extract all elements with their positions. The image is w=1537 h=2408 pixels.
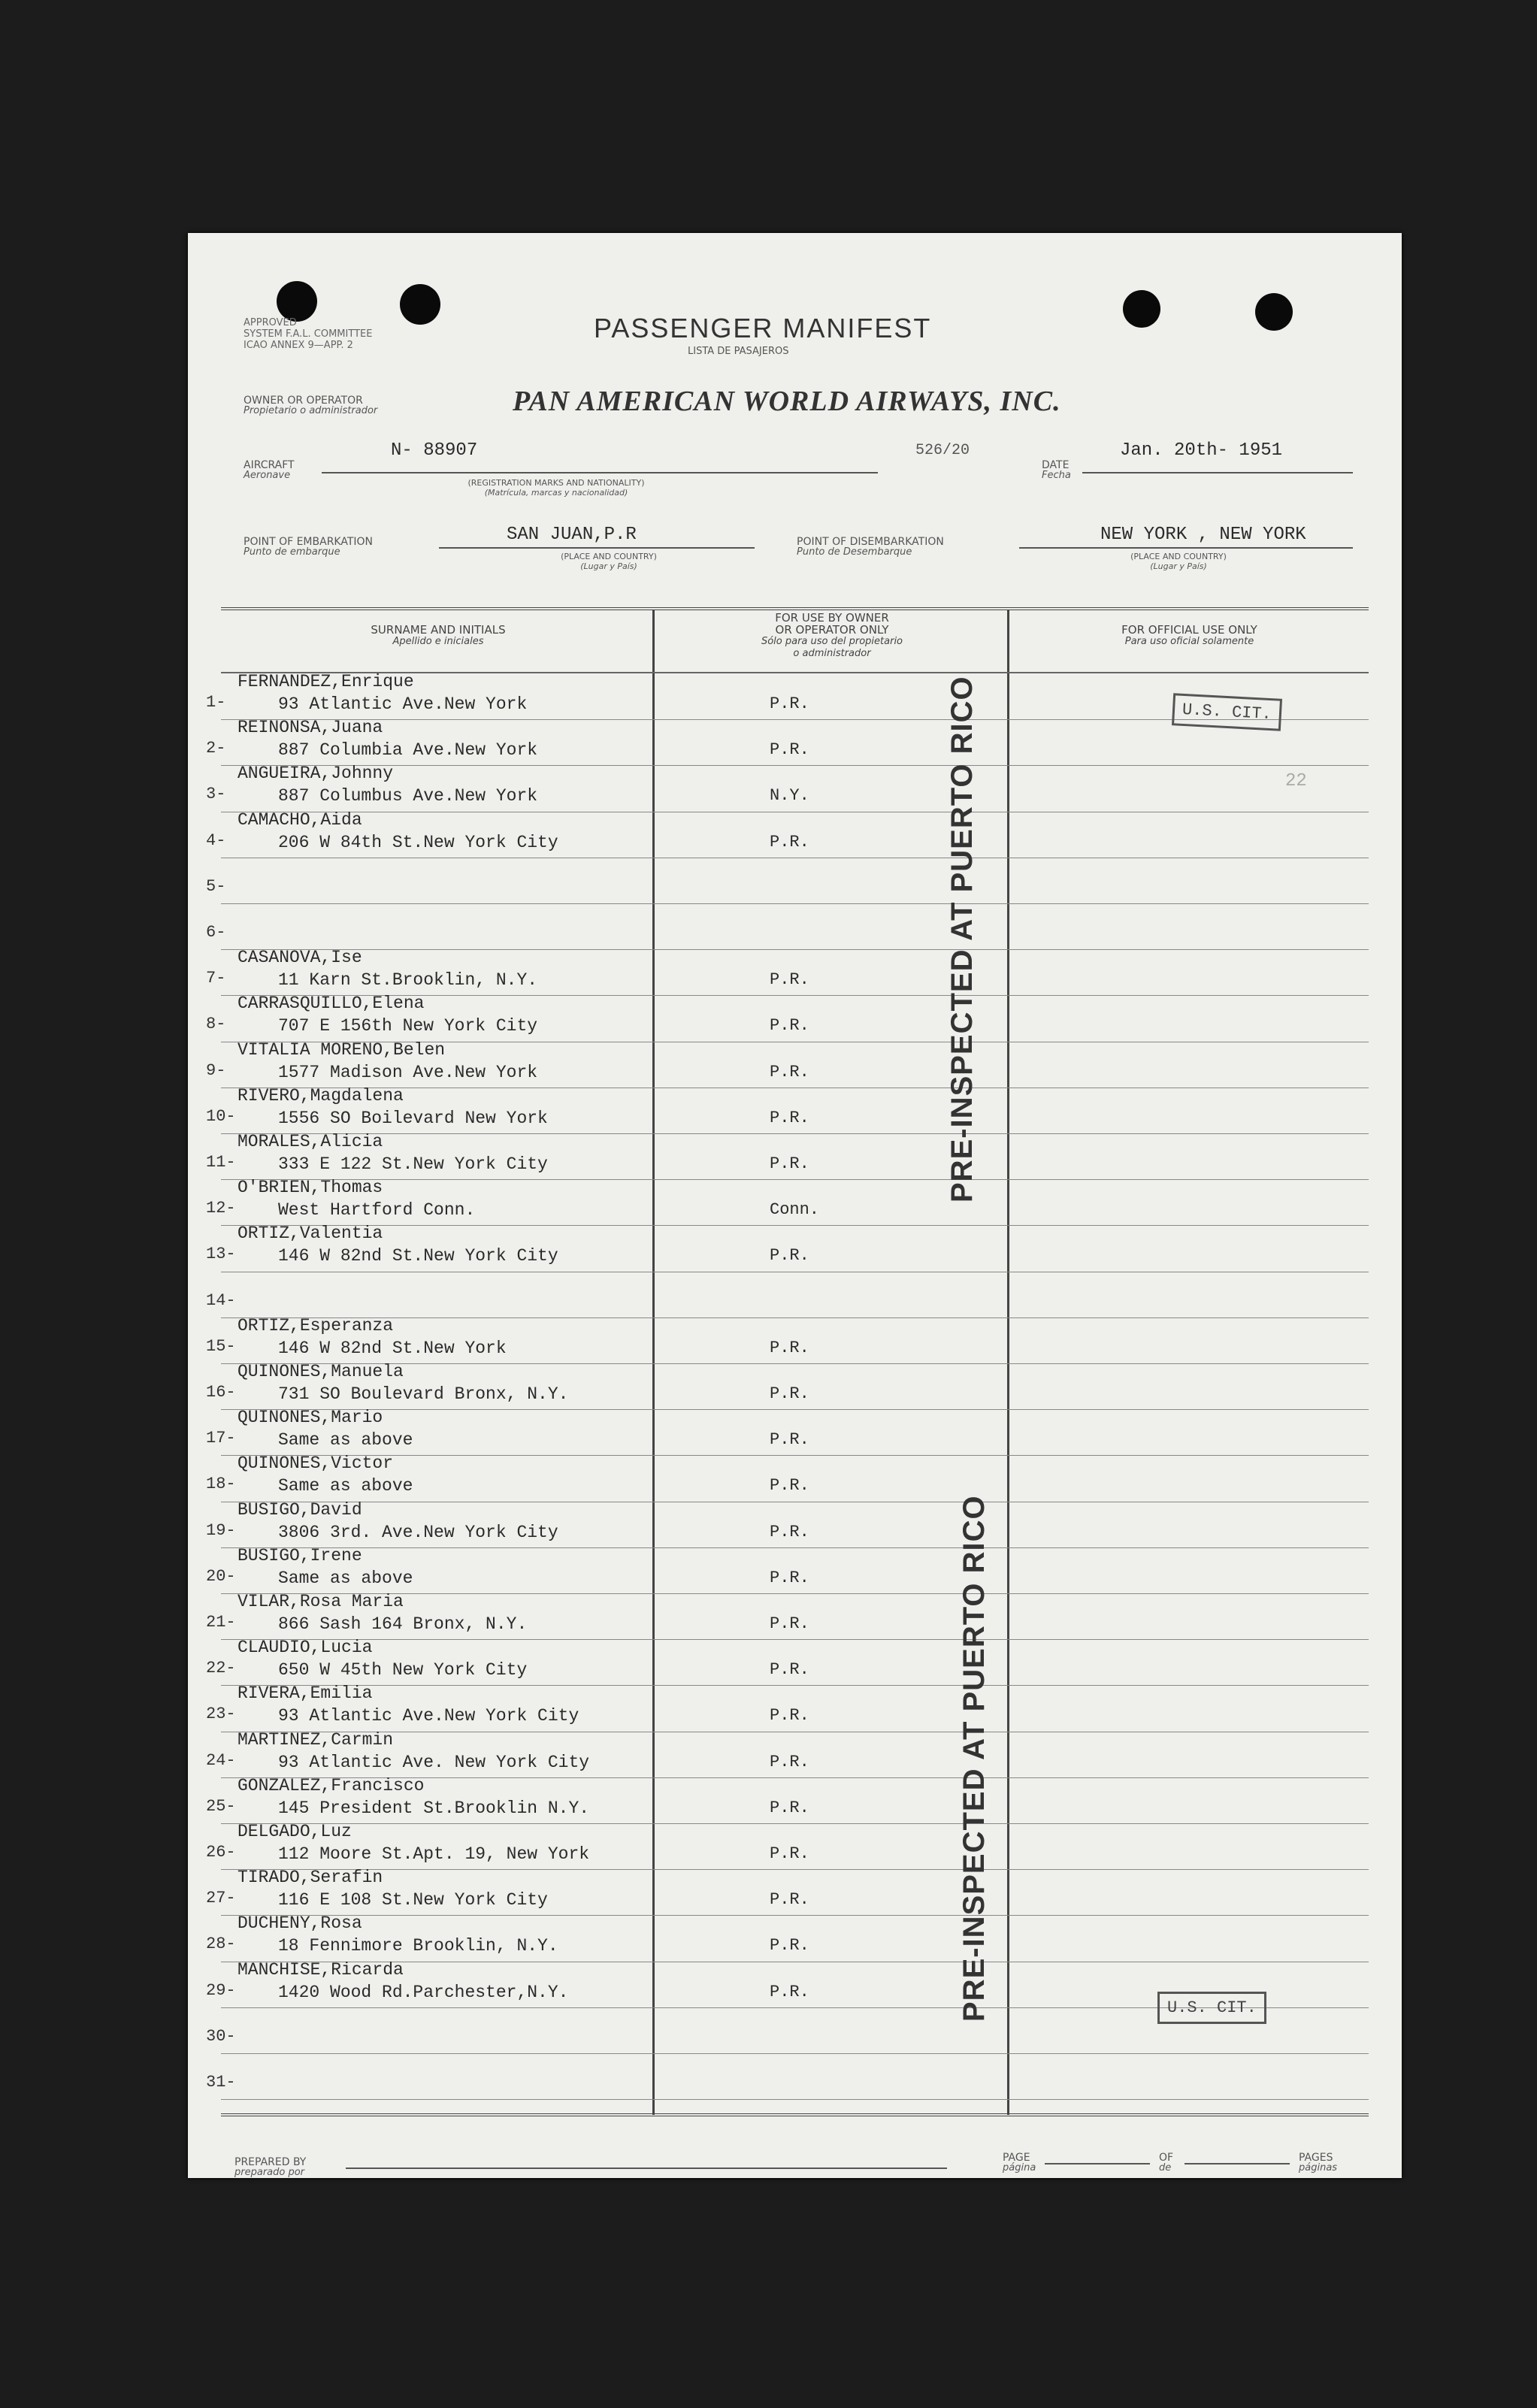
owner-use-code: P.R. xyxy=(770,1522,809,1541)
owner-use-code: P.R. xyxy=(770,1660,809,1680)
table-row xyxy=(206,858,1369,904)
of-label-es: de xyxy=(1159,2162,1172,2174)
owner-use-code: P.R. xyxy=(770,1936,809,1956)
row-number: 30- xyxy=(206,2026,236,2046)
passenger-name: TIRADO,Serafin xyxy=(238,1868,383,1888)
passenger-name: RIVERA,Emilia xyxy=(238,1683,373,1704)
owner-use-code: Conn. xyxy=(770,1200,820,1220)
aircraft-value: N- 88907 xyxy=(391,440,478,461)
passenger-name: QUINONES,Manuela xyxy=(238,1362,404,1381)
passenger-name: BUSIGO,David xyxy=(238,1499,362,1520)
passenger-name: ORTIZ,Valentia xyxy=(238,1224,383,1244)
aircraft-caption-text: (REGISTRATION MARKS AND NATIONALITY) xyxy=(467,478,645,488)
of-line xyxy=(1185,2163,1290,2164)
punch-hole xyxy=(1255,293,1293,331)
row-number: 15- xyxy=(206,1336,236,1356)
airline-name: PAN AMERICAN WORLD AIRWAYS, INC. xyxy=(513,386,1061,417)
owner-use-code: P.R. xyxy=(770,1890,809,1910)
passenger-name: DUCHENY,Rosa xyxy=(238,1913,362,1934)
owner-use-code: P.R. xyxy=(770,1752,809,1771)
row-number: 28- xyxy=(206,1935,236,1954)
table-row xyxy=(206,948,1369,996)
surname-header-es: Apellido e iniciales xyxy=(392,636,484,647)
table-row xyxy=(206,1085,1369,1134)
passenger-name: ANGUEIRA,Johnny xyxy=(238,764,394,784)
embark-label-es: Punto de embarque xyxy=(244,546,340,558)
approval-line: APPROVED xyxy=(244,317,297,328)
owner-use-header xyxy=(657,612,1007,660)
row-number: 21- xyxy=(206,1613,236,1632)
row-number: 2- xyxy=(206,739,226,758)
row-number: 20- xyxy=(206,1566,236,1586)
row-number: 16- xyxy=(206,1383,236,1402)
owner-label xyxy=(244,395,377,416)
pages-label-es: páginas xyxy=(1299,2162,1338,2174)
place-caption-es: (Lugar y País) xyxy=(1150,561,1207,571)
aircraft-caption-es: (Matrícula, marcas y nacionalidad) xyxy=(484,488,628,498)
passenger-address: 1556 SO Boilevard New York xyxy=(278,1108,548,1128)
passenger-name: CAMACHO,Aida xyxy=(238,809,362,830)
row-number: 10- xyxy=(206,1106,236,1126)
table-row xyxy=(206,1868,1369,1916)
row-number: 13- xyxy=(206,1245,236,1264)
passenger-address: 206 W 84th St.New York City xyxy=(278,832,558,852)
owner-use-code: P.R. xyxy=(770,1062,809,1081)
pages-label xyxy=(1299,2152,1337,2174)
prepared-by-es: preparado por xyxy=(234,2167,305,2178)
table-row xyxy=(206,1822,1369,1870)
passenger-address: 18 Fennimore Brooklin, N.Y. xyxy=(278,1936,558,1956)
table-row xyxy=(206,903,1369,950)
table-row xyxy=(206,1775,1369,1824)
table-row xyxy=(206,1315,1369,1364)
passenger-address: 93 Atlantic Ave.New York City xyxy=(278,1706,579,1726)
table-row xyxy=(206,1913,1369,1962)
passenger-address: 731 SO Boulevard Bronx, N.Y. xyxy=(278,1384,569,1404)
row-number: 31- xyxy=(206,2073,236,2092)
row-number: 1- xyxy=(206,693,226,712)
prepared-by-label xyxy=(234,2157,306,2178)
preinspected-stamp: PRE-INSPECTED AT PUERTO RICO xyxy=(958,1495,991,2022)
page-label-text: PAGE xyxy=(1003,2152,1030,2164)
owner-use-code: P.R. xyxy=(770,1706,809,1726)
approval-block xyxy=(244,317,372,351)
of-label-text: OF xyxy=(1159,2152,1174,2164)
passenger-name: VITALIA MORENO,Belen xyxy=(238,1039,446,1060)
disembark-caption xyxy=(1103,552,1254,571)
passenger-name: CARRASQUILLO,Elena xyxy=(238,994,425,1014)
us-cit-stamp: U.S. CIT. xyxy=(1157,1992,1266,2024)
owner-use-code: P.R. xyxy=(770,1154,809,1173)
approval-line: SYSTEM F.A.L. COMMITTEE xyxy=(244,328,373,340)
passenger-name: ORTIZ,Esperanza xyxy=(238,1315,394,1336)
passenger-name: QUINONES,Mario xyxy=(238,1408,383,1428)
page-label-es: página xyxy=(1003,2162,1036,2174)
table-row xyxy=(206,1729,1369,1778)
owner-use-code: P.R. xyxy=(770,1798,809,1817)
owner-use-code: P.R. xyxy=(770,1568,809,1587)
passenger-address: West Hartford Conn. xyxy=(278,1200,476,1221)
row-number: 11- xyxy=(206,1153,236,1172)
owner-use-code: P.R. xyxy=(770,694,809,713)
passenger-name: BUSIGO,Irene xyxy=(238,1545,362,1566)
passenger-name: VILAR,Rosa Maria xyxy=(238,1592,404,1611)
table-row xyxy=(206,1499,1369,1548)
surname-header-text: SURNAME AND INITIALS xyxy=(371,623,506,637)
passenger-address: 146 W 82nd St.New York City xyxy=(278,1246,558,1266)
passenger-address: Same as above xyxy=(278,1476,413,1496)
passenger-address: 11 Karn St.Brooklin, N.Y. xyxy=(278,970,538,991)
row-number: 26- xyxy=(206,1843,236,1862)
row-number: 29- xyxy=(206,1980,236,2000)
owner-use-code: P.R. xyxy=(770,1982,809,2001)
pages-label-text: PAGES xyxy=(1299,2152,1333,2164)
owner-use-header-es: o administrador xyxy=(793,648,871,659)
surname-header xyxy=(221,624,655,648)
passenger-address: 93 Atlantic Ave.New York xyxy=(278,694,528,714)
owner-use-code: P.R. xyxy=(770,740,809,760)
row-number: 5- xyxy=(206,876,226,896)
official-use-header-es: Para uso oficial solamente xyxy=(1124,636,1254,647)
row-number: 4- xyxy=(206,830,226,850)
table-bottom-rule xyxy=(221,2113,1369,2116)
disembark-line xyxy=(1019,547,1353,549)
owner-use-code: P.R. xyxy=(770,1844,809,1863)
prepared-by-line xyxy=(346,2168,947,2169)
table-row xyxy=(206,1408,1369,1456)
owner-use-header-text: FOR USE BY OWNER xyxy=(775,611,889,625)
punch-hole xyxy=(400,284,440,325)
row-number: 19- xyxy=(206,1520,236,1540)
passenger-address: 146 W 82nd St.New York xyxy=(278,1338,507,1358)
place-caption-text: (PLACE AND COUNTRY) xyxy=(1130,552,1227,561)
prepared-by-text: PREPARED BY xyxy=(234,2156,307,2168)
owner-use-header-es: Sólo para uso del propietario xyxy=(761,636,903,647)
passenger-name: REINONSA,Juana xyxy=(238,718,383,738)
passenger-name: MANCHISE,Ricarda xyxy=(238,1959,404,1980)
date-label xyxy=(1042,460,1071,481)
aircraft-label-es: Aeronave xyxy=(244,470,291,481)
owner-use-code: P.R. xyxy=(770,832,809,852)
table-row xyxy=(206,1454,1369,1502)
manifest-title: PASSENGER MANIFEST xyxy=(594,313,932,343)
row-number: 14- xyxy=(206,1290,236,1310)
place-caption-text: (PLACE AND COUNTRY) xyxy=(561,552,657,561)
owner-use-header-text: OR OPERATOR ONLY xyxy=(775,623,889,637)
disembark-label-es: Punto de Desembarque xyxy=(797,546,912,558)
date-value: Jan. 20th- 1951 xyxy=(1120,440,1283,461)
owner-use-code: P.R. xyxy=(770,1430,809,1450)
table-row xyxy=(206,1683,1369,1732)
manifest-sheet xyxy=(188,233,1402,2178)
us-cit-stamp: U.S. CIT. xyxy=(1172,693,1282,731)
passenger-address: 707 E 156th New York City xyxy=(278,1016,538,1036)
passenger-address: 1420 Wood Rd.Parchester,N.Y. xyxy=(278,1982,569,2002)
passenger-address: 333 E 122 St.New York City xyxy=(278,1154,548,1174)
row-number: 25- xyxy=(206,1796,236,1816)
page-label xyxy=(1003,2152,1036,2174)
aircraft-label-text: AIRCRAFT xyxy=(244,459,295,471)
row-number: 18- xyxy=(206,1475,236,1494)
embark-label xyxy=(244,537,373,558)
row-number: 6- xyxy=(206,923,226,942)
passenger-address: 887 Columbia Ave.New York xyxy=(278,740,538,761)
embark-caption xyxy=(534,552,684,571)
table-row xyxy=(206,1362,1369,1410)
passenger-address: 116 E 108 St.New York City xyxy=(278,1890,548,1910)
date-line xyxy=(1082,472,1353,473)
manifest-subtitle: LISTA DE PASAJEROS xyxy=(688,346,789,357)
passenger-name: RIVERO,Magdalena xyxy=(238,1085,404,1106)
passenger-address: 145 President St.Brooklin N.Y. xyxy=(278,1798,590,1818)
passenger-address: 112 Moore St.Apt. 19, New York xyxy=(278,1844,590,1864)
row-number: 22- xyxy=(206,1659,236,1678)
table-row xyxy=(206,1545,1369,1594)
place-caption-es: (Lugar y País) xyxy=(580,561,637,571)
row-number: 17- xyxy=(206,1429,236,1448)
owner-use-code: P.R. xyxy=(770,1614,809,1633)
table-row xyxy=(206,2053,1369,2100)
embark-label-text: POINT OF EMBARKATION xyxy=(244,536,374,548)
owner-use-code: P.R. xyxy=(770,1476,809,1496)
row-number: 3- xyxy=(206,785,226,804)
punch-hole xyxy=(277,281,317,322)
row-number: 12- xyxy=(206,1199,236,1218)
row-number: 7- xyxy=(206,969,226,988)
owner-use-code: P.R. xyxy=(770,970,809,990)
official-use-header xyxy=(1010,624,1369,648)
flight-value: 526/20 xyxy=(915,442,970,459)
table-row xyxy=(206,1592,1369,1640)
row-number: 27- xyxy=(206,1889,236,1908)
table-row xyxy=(206,994,1369,1042)
passenger-name: MORALES,Alicia xyxy=(238,1132,383,1151)
table-row xyxy=(206,1272,1369,1318)
owner-use-code: P.R. xyxy=(770,1016,809,1036)
page-line xyxy=(1045,2163,1150,2164)
aircraft-label xyxy=(244,460,295,481)
table-top-rule xyxy=(221,607,1369,610)
row-number: 8- xyxy=(206,1015,226,1034)
preinspected-stamp: PRE-INSPECTED AT PUERTO RICO xyxy=(945,676,979,1202)
passenger-address: 866 Sash 164 Bronx, N.Y. xyxy=(278,1614,528,1634)
passenger-address: Same as above xyxy=(278,1568,413,1588)
aircraft-line xyxy=(322,472,878,473)
passenger-name: MARTINEZ,Carmin xyxy=(238,1729,394,1750)
row-number: 9- xyxy=(206,1060,226,1080)
owner-use-code: P.R. xyxy=(770,1246,809,1266)
passenger-name: FERNANDEZ,Enrique xyxy=(238,672,414,691)
table-row xyxy=(206,1132,1369,1180)
embark-line xyxy=(439,547,755,549)
table-row xyxy=(206,764,1369,812)
disembark-value: NEW YORK , NEW YORK xyxy=(1100,525,1306,545)
official-use-header-text: FOR OFFICIAL USE ONLY xyxy=(1121,623,1257,637)
passenger-name: CASANOVA,Ise xyxy=(238,948,362,968)
date-label-text: DATE xyxy=(1042,459,1070,471)
owner-use-code: N.Y. xyxy=(770,786,809,806)
official-note: 22 xyxy=(1285,771,1307,791)
passenger-address: Same as above xyxy=(278,1430,413,1451)
passenger-name: DELGADO,Luz xyxy=(238,1822,352,1841)
passenger-address: 650 W 45th New York City xyxy=(278,1660,528,1680)
passenger-address: 887 Columbus Ave.New York xyxy=(278,786,538,806)
owner-use-code: P.R. xyxy=(770,1108,809,1127)
passenger-name: CLAUDIO,Lucia xyxy=(238,1638,373,1658)
table-row xyxy=(206,1224,1369,1272)
row-number: 24- xyxy=(206,1750,236,1770)
owner-use-code: P.R. xyxy=(770,1338,809,1357)
passenger-name: GONZALEZ,Francisco xyxy=(238,1775,425,1795)
passenger-address: 3806 3rd. Ave.New York City xyxy=(278,1522,558,1542)
date-label-es: Fecha xyxy=(1042,470,1071,481)
table-row xyxy=(206,1178,1369,1226)
owner-use-code: P.R. xyxy=(770,1384,809,1403)
approval-line: ICAO ANNEX 9—APP. 2 xyxy=(244,340,353,351)
owner-label-text: OWNER OR OPERATOR xyxy=(244,395,363,407)
disembark-label xyxy=(797,537,944,558)
passenger-name: O'BRIEN,Thomas xyxy=(238,1178,383,1198)
of-label xyxy=(1159,2152,1173,2174)
disembark-label-text: POINT OF DISEMBARKATION xyxy=(797,536,944,548)
row-number: 23- xyxy=(206,1705,236,1724)
owner-label-es: Propietario o administrador xyxy=(244,405,378,416)
embark-value: SAN JUAN,P.R xyxy=(507,525,637,545)
punch-hole xyxy=(1123,290,1160,328)
passenger-table xyxy=(206,607,1369,2114)
row-rule xyxy=(221,2099,1369,2100)
passenger-address: 1577 Madison Ave.New York xyxy=(278,1062,538,1082)
aircraft-caption xyxy=(421,478,691,498)
table-row xyxy=(206,1039,1369,1088)
table-row xyxy=(206,809,1369,858)
passenger-name: QUINONES,Victor xyxy=(238,1454,394,1474)
table-row xyxy=(206,1638,1369,1686)
passenger-address: 93 Atlantic Ave. New York City xyxy=(278,1752,590,1772)
